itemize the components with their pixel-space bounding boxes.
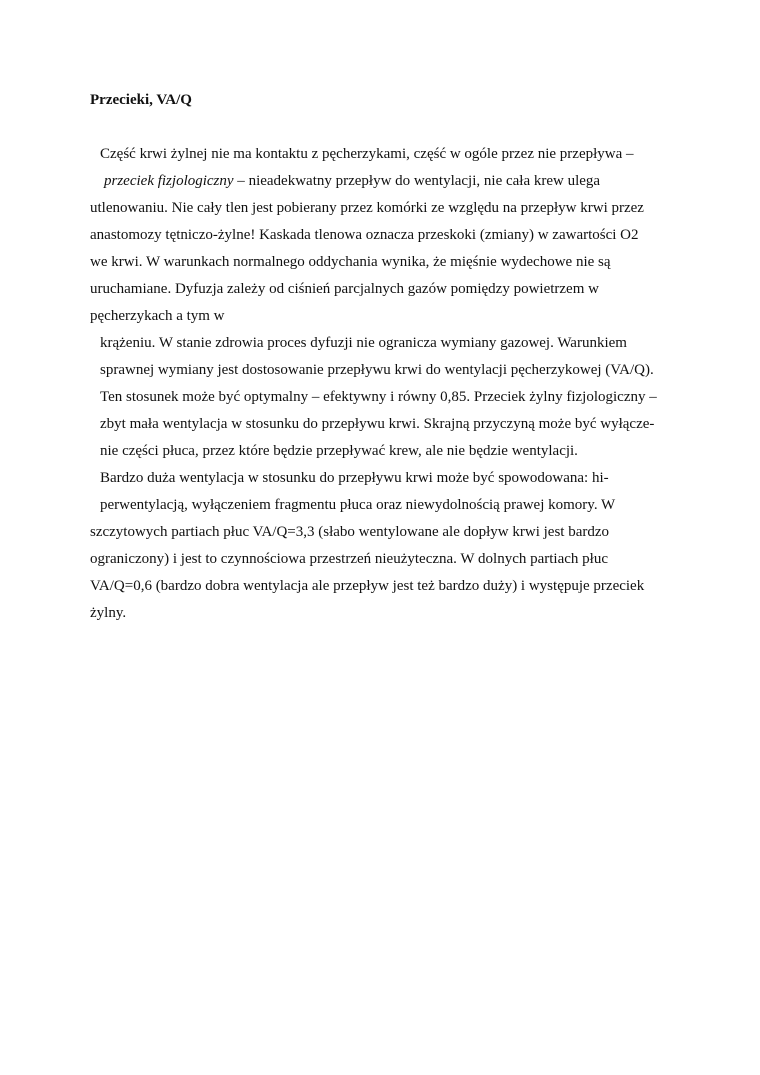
paragraph-line: [104, 172, 600, 190]
paragraph-line: krążeniu. W stanie zdrowia proces dyfuzji nie ogranicza wymiany gazowej. Warunkiem: [100, 335, 627, 351]
paragraph-line: we krwi. W warunkach normalnego oddychania wynika, że mięśnie wydechowe nie są: [90, 254, 611, 270]
paragraph-line: VA/Q=0,6 (bardzo dobra wentylacja ale przepływ jest też bardzo duży) i występuje przeciek: [90, 578, 645, 594]
italic-term: przeciek fizjologiczny –: [104, 173, 245, 189]
paragraph-line: szczytowych partiach płuc VA/Q=3,3 (słabo wentylowane ale dopływ krwi jest bardzo: [90, 524, 610, 540]
paragraph-line: uruchamiane. Dyfuzja zależy od ciśnień parcjalnych gazów pomiędzy powietrzem w: [90, 281, 599, 297]
page-title: Przecieki, VA/Q: [90, 92, 192, 108]
paragraph-line: ograniczony) i jest to czynnościowa przestrzeń nieużyteczna. W dolnych partiach płuc: [90, 551, 608, 567]
paragraph-line: nie części płuca, przez które będzie przepływać krew, ale nie będzie wentylacji.: [100, 443, 578, 459]
paragraph-line: żylny.: [90, 605, 127, 621]
paragraph-line: Bardzo duża wentylacja w stosunku do przepływu krwi może być spowodowana: hi-: [100, 470, 609, 486]
paragraph-line: zbyt mała wentylacja w stosunku do przepływu krwi. Skrajną przyczyną może być wyłącze-: [100, 416, 655, 432]
paragraph-line-text: nieadekwatny przepływ do wentylacji, nie cała krew ulega: [248, 173, 601, 189]
paragraph-line: perwentylacją, wyłączeniem fragmentu płuca oraz niewydolnością prawej komory. W: [100, 497, 616, 513]
paragraph-line: utlenowaniu. Nie cały tlen jest pobierany przez komórki ze względu na przepływ krwi przez: [90, 200, 644, 216]
paragraph-line: pęcherzykach a tym w: [90, 308, 225, 324]
paragraph-line: Część krwi żylnej nie ma kontaktu z pęcherzykami, część w ogóle przez nie przepływa –: [100, 146, 634, 162]
paragraph-line: anastomozy tętniczo-żylne! Kaskada tlenowa oznacza przeskoki (zmiany) w zawartości O2: [90, 227, 639, 243]
paragraph-line: Ten stosunek może być optymalny – efektywny i równy 0,85. Przeciek żylny fizjologiczny –: [100, 389, 657, 405]
paragraph-line: sprawnej wymiany jest dostosowanie przepływu krwi do wentylacji pęcherzykowej (VA/Q).: [100, 362, 654, 378]
